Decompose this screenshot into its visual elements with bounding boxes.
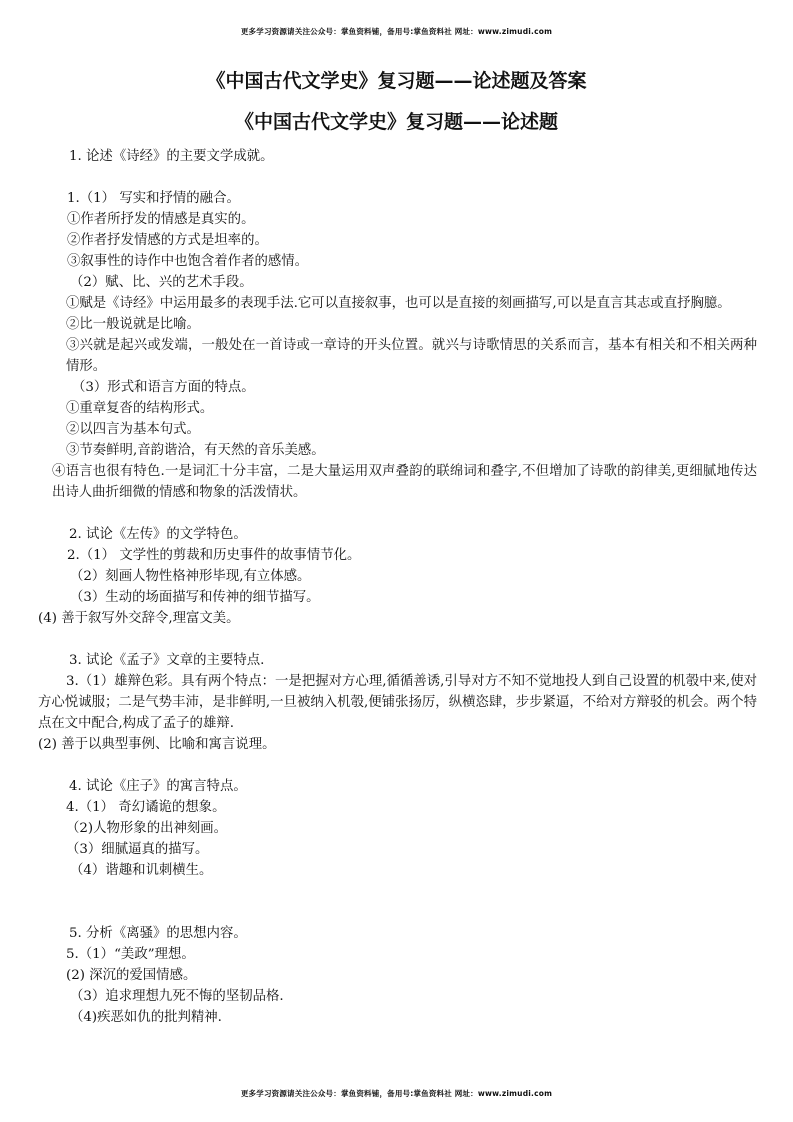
q1-question: 1. 论述《诗经》的主要文学成就。 [69, 149, 274, 164]
q2-answer-line: （3）生动的场面描写和传神的细节描写。 [70, 590, 320, 605]
q1-answer-line: ②比一般说就是比喻。 [66, 317, 200, 332]
sub-title: 《中国古代文学史》复习题——论述题 [234, 111, 558, 133]
q1-answer-line: ③叙事性的诗作中也饱含着作者的感情。 [67, 254, 309, 269]
q1-answer-line: （3）形式和语言方面的特点。 [72, 380, 255, 395]
q1-answer-line: （2）赋、比、兴的艺术手段。 [70, 275, 253, 290]
q3-answer-line: 3.（1）雄辩色彩。具有两个特点：一是把握对方心理,循循善诱,引导对方不知不觉地投人到自己设置的机彀中来,使对方心悦诚服；二是气势丰沛，是非鲜明,一旦被纳入机彀,便铺张扬厉，纵横恣肆，步步紧逼，不给对方辩驳的机会。两个特点在文中配合,构成了孟子的雄辩. [38, 674, 757, 731]
q4-answer-line: （3）细腻逼真的描写。 [66, 842, 209, 857]
header-note: 更多学习资源请关注公众号：掌鱼资料铺，备用号:掌鱼资料社 网址：www.zimudi.com [240, 27, 553, 36]
q4-answer-line: （4）谐趣和讥刺横生。 [70, 863, 213, 878]
q5-question: 5. 分析《离骚》的思想内容。 [69, 926, 247, 941]
q1-answer-line: ①重章复沓的结构形式。 [66, 401, 214, 416]
q1-answer-line: 1.（1） 写实和抒情的融合。 [67, 191, 240, 206]
content [38, 146, 759, 1028]
q5-answer-line: 5.（1）“美政”理想。 [66, 947, 195, 962]
q1-answer-line: ②作者抒发情感的方式是坦率的。 [67, 233, 268, 248]
q4-question: 4. 试论《庄子》的寓言特点。 [69, 779, 247, 794]
q1-answer-line: ①作者所抒发的情感是真实的。 [67, 212, 255, 227]
q2-answer-line: （2）刻画人物性格神形毕现,有立体感。 [70, 569, 311, 584]
q5-answer-line: （4)疾恶如仇的批判精神. [70, 1010, 222, 1025]
q4-answer-line: （2)人物形象的出神刻画。 [66, 821, 228, 836]
q1-answer-line: ③节奏鲜明,音韵谐洽，有天然的音乐美感。 [66, 443, 325, 458]
q1-answer-line: ①赋是《诗经》中运用最多的表现手法.它可以直接叙事，也可以是直接的刻画描写,可以是直言其志或直抒胸臆。 [66, 296, 731, 311]
q4-answer-line: 4.（1） 奇幻谲诡的想象。 [66, 800, 226, 815]
main-title: 《中国古代文学史》复习题——论述题及答案 [206, 70, 587, 92]
q1-answer-line: ②以四言为基本句式。 [66, 422, 200, 437]
q1-answer-line: ③兴就是起兴或发端，一般处在一首诗或一章诗的开头位置。就兴与诗歌情思的关系而言，基本有相关和不相关两种情形。 [66, 338, 757, 374]
q3-answer-line: (2) 善于以典型事例、比喻和寓言说理。 [38, 737, 276, 752]
q1-answer-line: ④语言也很有特色.一是词汇十分丰富，二是大量运用双声叠韵的联绵词和叠字,不但增加了诗歌的韵律美,更细腻地传达出诗人曲折细微的情感和物象的活泼情状。 [52, 464, 757, 500]
footer-note: 更多学习资源请关注公众号：掌鱼资料铺，备用号:掌鱼资料社 网址：www.zimudi.com [240, 1089, 553, 1098]
q2-question: 2. 试论《左传》的文学特色。 [69, 527, 247, 542]
q2-answer-line: (4) 善于叙写外交辞令,理富文美。 [38, 611, 240, 626]
q5-answer-line: （3）追求理想九死不悔的坚韧品格. [70, 989, 284, 1004]
q3-question: 3. 试论《孟子》文章的主要特点. [69, 653, 265, 668]
q5-answer-line: (2) 深沉的爱国情感。 [66, 968, 197, 983]
q2-answer-line: 2.（1） 文学性的剪裁和历史事件的故事情节化。 [67, 548, 361, 563]
